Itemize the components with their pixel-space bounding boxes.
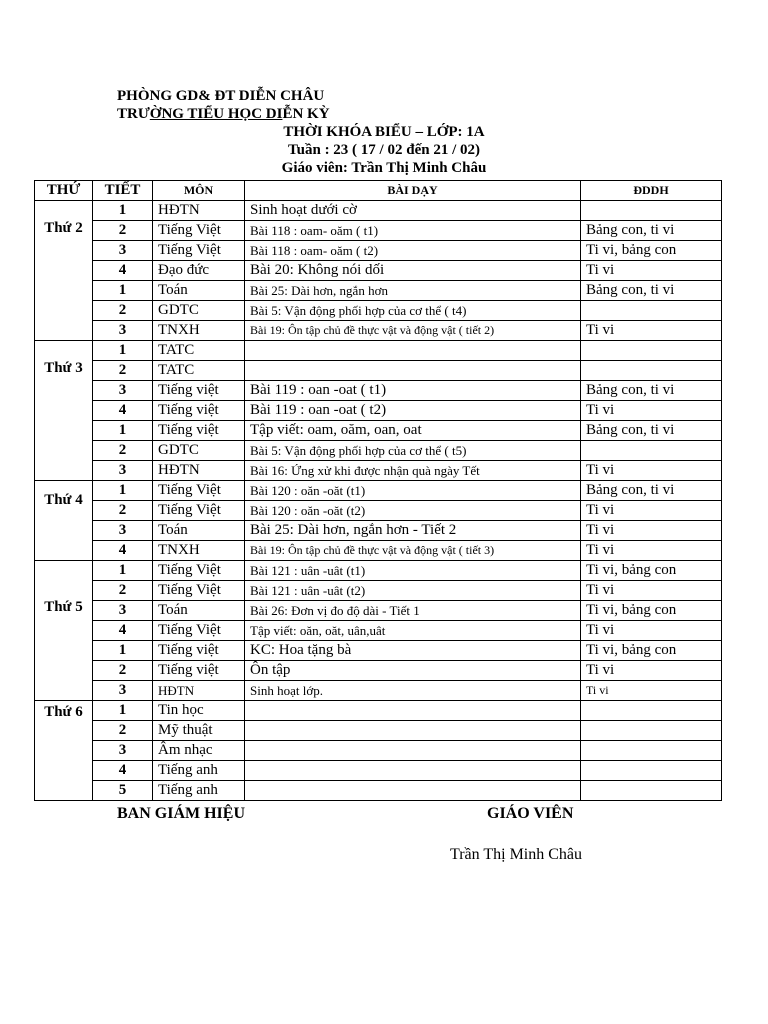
table-row [35, 581, 722, 601]
period-cell: 3 [93, 321, 153, 341]
materials-cell: Bảng con, ti vi [581, 421, 722, 441]
lesson-cell: Bài 20: Không nói dối [245, 261, 581, 281]
materials-cell: Ti vi [581, 541, 722, 561]
period-cell: 1 [93, 481, 153, 501]
lesson-cell: Bài 118 : oam- oăm ( t1) [245, 221, 581, 241]
period-cell: 3 [93, 601, 153, 621]
subject-cell: TATC [153, 361, 245, 381]
lesson-cell [245, 701, 581, 721]
materials-cell: Ti vi, bảng con [581, 241, 722, 261]
table-row [35, 221, 722, 241]
table-row [35, 281, 722, 301]
table-row [35, 381, 722, 401]
materials-cell [581, 441, 722, 461]
lesson-cell: KC: Hoa tặng bà [245, 641, 581, 661]
subject-cell: GDTC [153, 301, 245, 321]
period-cell: 2 [93, 301, 153, 321]
subject-cell: Tiếng Việt [153, 621, 245, 641]
footer-board-label: BAN GIÁM HIỆU [117, 805, 246, 822]
teacher-name: Giáo viên: Trần Thị Minh Châu [281, 160, 487, 176]
subject-cell: Đạo đức [153, 261, 245, 281]
materials-cell: Ti vi [581, 321, 722, 341]
subject-cell: Tiếng Việt [153, 481, 245, 501]
period-cell: 4 [93, 401, 153, 421]
table-row [35, 461, 722, 481]
table-row [35, 701, 722, 721]
materials-cell: Ti vi [581, 261, 722, 281]
materials-cell: Ti vi [581, 521, 722, 541]
teacher-signature-name: Trần Thị Minh Châu [450, 846, 583, 863]
table-row [35, 501, 722, 521]
period-cell: 3 [93, 741, 153, 761]
lesson-cell: Ôn tập [245, 661, 581, 681]
materials-cell: Bảng con, ti vi [581, 221, 722, 241]
week-range: Tuần : 23 ( 17 / 02 đến 21 / 02) [288, 142, 480, 158]
materials-cell: Ti vi, bảng con [581, 561, 722, 581]
day-cell: Thứ 3 [35, 341, 93, 481]
subject-cell: Tiếng Việt [153, 561, 245, 581]
lesson-cell [245, 341, 581, 361]
period-cell: 2 [93, 221, 153, 241]
period-cell: 2 [93, 441, 153, 461]
table-row [35, 741, 722, 761]
materials-cell [581, 301, 722, 321]
subject-cell: Toán [153, 601, 245, 621]
materials-cell [581, 721, 722, 741]
subject-cell: Tiếng anh [153, 781, 245, 801]
table-row [35, 261, 722, 281]
lesson-cell [245, 741, 581, 761]
period-cell: 2 [93, 361, 153, 381]
document-title: THỜI KHÓA BIỂU – LỚP: 1A [283, 124, 485, 140]
period-cell: 1 [93, 701, 153, 721]
table-row [35, 781, 722, 801]
materials-cell: Ti vi [581, 501, 722, 521]
materials-cell: Ti vi [581, 581, 722, 601]
table-row [35, 241, 722, 261]
lesson-cell: Bài 120 : oăn -oăt (t2) [245, 501, 581, 521]
lesson-cell: Bài 19: Ôn tập chủ đề thực vật và động vật ( tiết 2) [245, 321, 581, 341]
table-row [35, 401, 722, 421]
lesson-cell: Bài 120 : oăn -oăt (t1) [245, 481, 581, 501]
subject-cell: Tiếng việt [153, 381, 245, 401]
period-cell: 3 [93, 681, 153, 701]
period-cell: 2 [93, 721, 153, 741]
subject-cell: Tiếng Việt [153, 501, 245, 521]
lesson-cell: Bài 16: Ứng xử khi được nhận quà ngày Tết [245, 461, 581, 481]
materials-cell [581, 361, 722, 381]
materials-cell: Ti vi [581, 401, 722, 421]
school-office-name: PHÒNG GD& ĐT DIỄN CHÂU [117, 88, 325, 104]
lesson-cell [245, 761, 581, 781]
table-row [35, 441, 722, 461]
table-row [35, 601, 722, 621]
col-header-period: TIẾT [93, 181, 153, 201]
table-row [35, 561, 722, 581]
period-cell: 1 [93, 561, 153, 581]
subject-cell: TATC [153, 341, 245, 361]
timetable [34, 180, 722, 801]
lesson-cell: Bài 19: Ôn tập chủ đề thực vật và động vật ( tiết 3) [245, 541, 581, 561]
subject-cell: Tiếng việt [153, 661, 245, 681]
materials-cell: Bảng con, ti vi [581, 281, 722, 301]
subject-cell: Toán [153, 281, 245, 301]
subject-cell: Tin học [153, 701, 245, 721]
lesson-cell: Bài 121 : uân -uât (t2) [245, 581, 581, 601]
lesson-cell: Bài 5: Vận động phối hợp của cơ thể ( t4) [245, 301, 581, 321]
school-name-part3: ỄN KỲ [282, 106, 330, 122]
subject-cell: HĐTN [153, 681, 245, 701]
footer-teacher-label: GIÁO VIÊN [487, 805, 574, 822]
day-cell: Thứ 4 [35, 481, 93, 561]
table-row [35, 421, 722, 441]
materials-cell: Ti vi [581, 661, 722, 681]
table-row [35, 301, 722, 321]
subject-cell: Tiếng Việt [153, 221, 245, 241]
table-row [35, 341, 722, 361]
materials-cell [581, 341, 722, 361]
lesson-cell: Bài 119 : oan -oat ( t1) [245, 381, 581, 401]
materials-cell: Bảng con, ti vi [581, 481, 722, 501]
materials-cell: Ti vi [581, 461, 722, 481]
materials-cell: Bảng con, ti vi [581, 381, 722, 401]
table-row [35, 661, 722, 681]
period-cell: 4 [93, 541, 153, 561]
subject-cell: HĐTN [153, 461, 245, 481]
day-cell: Thứ 5 [35, 561, 93, 701]
materials-cell [581, 761, 722, 781]
materials-cell [581, 701, 722, 721]
lesson-cell: Bài 118 : oam- oăm ( t2) [245, 241, 581, 261]
lesson-cell: Bài 25: Dài hơn, ngắn hơn [245, 281, 581, 301]
subject-cell: TNXH [153, 321, 245, 341]
subject-cell: Tiếng việt [153, 641, 245, 661]
materials-cell [581, 201, 722, 221]
period-cell: 3 [93, 381, 153, 401]
school-name-part2: ỜNG TIỂU HỌC DI [149, 106, 283, 122]
table-row [35, 321, 722, 341]
subject-cell: Tiếng Việt [153, 581, 245, 601]
table-row [35, 621, 722, 641]
materials-cell: Ti vi, bảng con [581, 601, 722, 621]
subject-cell: HĐTN [153, 201, 245, 221]
lesson-cell: Bài 26: Đơn vị đo độ dài - Tiết 1 [245, 601, 581, 621]
subject-cell: Toán [153, 521, 245, 541]
lesson-cell: Tập viết: oam, oăm, oan, oat [245, 421, 581, 441]
subject-cell: Tiếng anh [153, 761, 245, 781]
lesson-cell: Bài 5: Vận động phối hợp của cơ thể ( t5) [245, 441, 581, 461]
subject-cell: GDTC [153, 441, 245, 461]
period-cell: 3 [93, 241, 153, 261]
col-header-day: THỨ [35, 181, 93, 201]
lesson-cell: Sinh hoạt dưới cờ [245, 201, 581, 221]
subject-cell: Tiếng Việt [153, 241, 245, 261]
lesson-cell: Bài 25: Dài hơn, ngắn hơn - Tiết 2 [245, 521, 581, 541]
period-cell: 1 [93, 421, 153, 441]
table-row [35, 521, 722, 541]
table-row [35, 541, 722, 561]
school-name-part1: TRƯ [117, 106, 150, 122]
table-row [35, 721, 722, 741]
day-cell: Thứ 6 [35, 701, 93, 801]
period-cell: 4 [93, 761, 153, 781]
table-row [35, 481, 722, 501]
table-row [35, 761, 722, 781]
period-cell: 3 [93, 521, 153, 541]
period-cell: 4 [93, 621, 153, 641]
period-cell: 2 [93, 581, 153, 601]
col-header-lesson: BÀI DẠY [245, 181, 581, 201]
subject-cell: Tiếng việt [153, 421, 245, 441]
lesson-cell [245, 721, 581, 741]
period-cell: 4 [93, 261, 153, 281]
period-cell: 1 [93, 341, 153, 361]
table-row [35, 201, 722, 221]
materials-cell [581, 741, 722, 761]
lesson-cell: Bài 119 : oan -oat ( t2) [245, 401, 581, 421]
col-header-subject: MÔN [153, 181, 245, 201]
subject-cell: TNXH [153, 541, 245, 561]
col-header-materials: ĐDDH [581, 181, 722, 201]
subject-cell: Mỹ thuật [153, 721, 245, 741]
period-cell: 1 [93, 201, 153, 221]
table-row [35, 641, 722, 661]
subject-cell: Âm nhạc [153, 741, 245, 761]
table-row [35, 681, 722, 701]
period-cell: 1 [93, 281, 153, 301]
period-cell: 1 [93, 641, 153, 661]
materials-cell [581, 781, 722, 801]
period-cell: 5 [93, 781, 153, 801]
lesson-cell [245, 361, 581, 381]
school-name [117, 106, 330, 123]
lesson-cell: Bài 121 : uân -uât (t1) [245, 561, 581, 581]
period-cell: 3 [93, 461, 153, 481]
lesson-cell: Tập viết: oăn, oăt, uân,uât [245, 621, 581, 641]
day-cell: Thứ 2 [35, 201, 93, 341]
subject-cell: Tiếng việt [153, 401, 245, 421]
timetable-header-row [35, 181, 722, 201]
materials-cell: Ti vi, bảng con [581, 641, 722, 661]
materials-cell: Ti vi [581, 621, 722, 641]
lesson-cell: Sinh hoạt lớp. [245, 681, 581, 701]
period-cell: 2 [93, 501, 153, 521]
materials-cell: Ti vi [581, 681, 722, 701]
table-row [35, 361, 722, 381]
period-cell: 2 [93, 661, 153, 681]
lesson-cell [245, 781, 581, 801]
